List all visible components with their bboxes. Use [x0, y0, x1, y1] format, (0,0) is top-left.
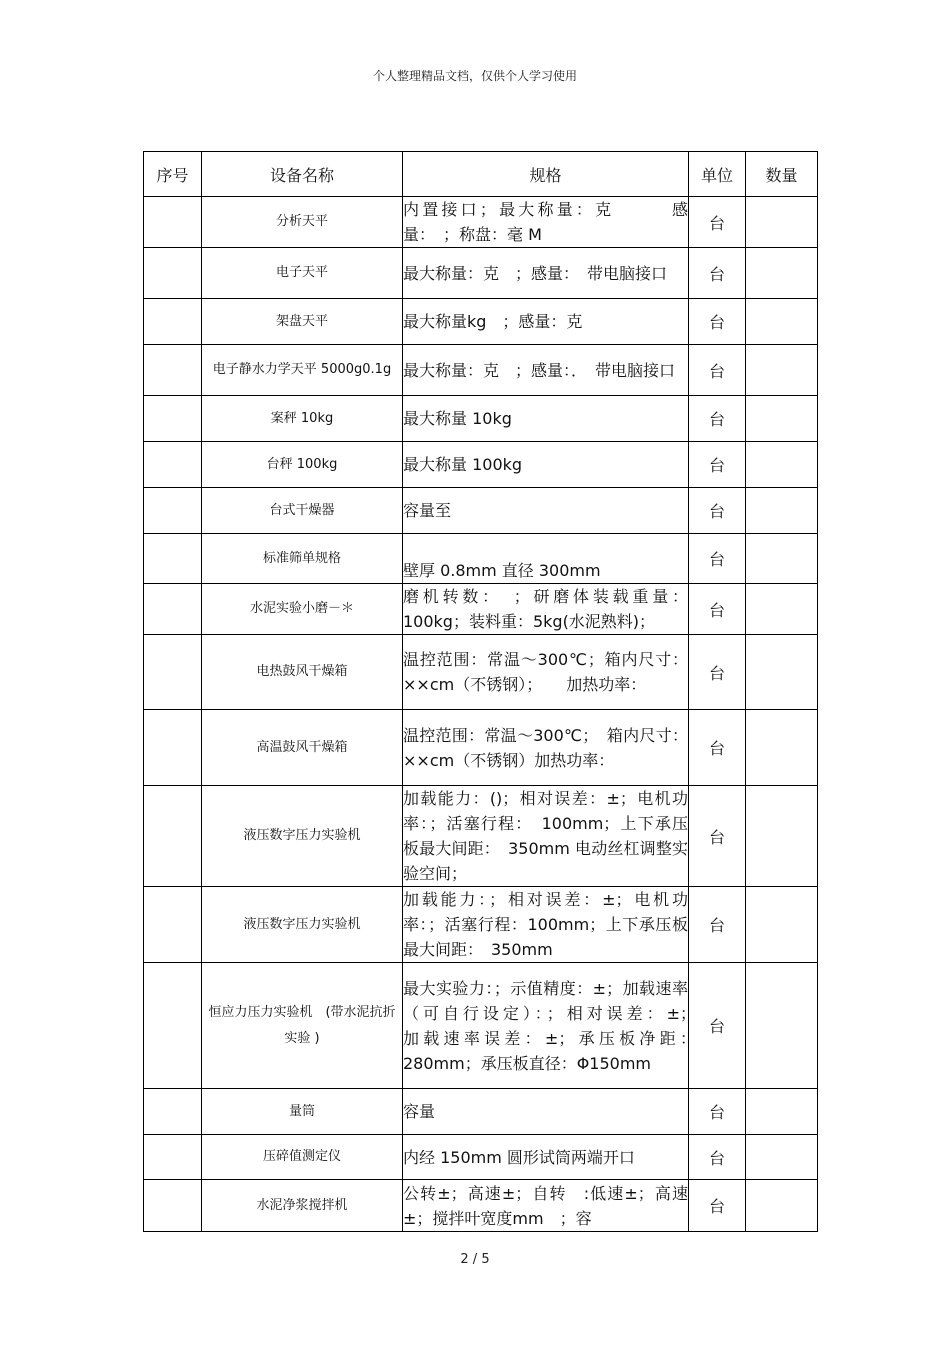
equipment-name: 电热鼓风干燥箱: [202, 635, 403, 710]
equipment-spec: 最大称量：克 ；感量： 带电脑接口: [403, 248, 689, 299]
equipment-spec: 公转±；高速±；自转 :低速±；高速±；搅拌叶宽度mm ；容: [403, 1180, 689, 1232]
equipment-name: 标准筛单规格: [202, 534, 403, 584]
equipment-qty: [746, 1135, 818, 1180]
equipment-name: 高温鼓风干燥箱: [202, 710, 403, 786]
table-row: [144, 442, 818, 488]
equipment-qty: [746, 299, 818, 345]
equipment-qty: [746, 710, 818, 786]
table-row: [144, 887, 818, 963]
equipment-qty: [746, 488, 818, 534]
seq-cell: [144, 963, 202, 1089]
seq-cell: [144, 299, 202, 345]
equipment-spec: 最大称量 100kg: [403, 442, 689, 488]
equipment-qty: [746, 534, 818, 584]
equipment-name: 压碎值测定仪: [202, 1135, 403, 1180]
equipment-qty: [746, 786, 818, 887]
equipment-qty: [746, 345, 818, 396]
equipment-unit: 台: [689, 1089, 746, 1135]
equipment-spec: 温控范围：常温～300℃；箱内尺寸：××cm（不锈钢）； 加热功率：: [403, 635, 689, 710]
table-header-row: [144, 152, 818, 197]
equipment-qty: [746, 1180, 818, 1232]
equipment-unit: 台: [689, 710, 746, 786]
equipment-name: 台式干燥器: [202, 488, 403, 534]
equipment-unit: 台: [689, 887, 746, 963]
table-row: [144, 1180, 818, 1232]
header-note: 个人整理精品文档，仅供个人学习使用: [372, 69, 577, 83]
seq-cell: [144, 197, 202, 248]
table-row: [144, 345, 818, 396]
equipment-unit: 台: [689, 197, 746, 248]
equipment-name: 水泥实验小磨－＊: [202, 584, 403, 635]
seq-cell: [144, 635, 202, 710]
table-row: [144, 1135, 818, 1180]
equipment-name: 分析天平: [202, 197, 403, 248]
equipment-spec: 壁厚 0.8mm 直径 300mm: [403, 534, 689, 584]
header-qty: 数量: [746, 152, 818, 197]
equipment-spec: 最大称量：克 ；感量：． 带电脑接口: [403, 345, 689, 396]
equipment-unit: 台: [689, 584, 746, 635]
table-row: [144, 1089, 818, 1135]
table-row: [144, 396, 818, 442]
table-row: [144, 584, 818, 635]
seq-cell: [144, 488, 202, 534]
seq-cell: [144, 248, 202, 299]
seq-cell: [144, 1089, 202, 1135]
header-name: 设备名称: [202, 152, 403, 197]
equipment-name: 量筒: [202, 1089, 403, 1135]
seq-cell: [144, 1135, 202, 1180]
equipment-unit: 台: [689, 299, 746, 345]
equipment-spec: 内置接口；最大称量：克 感量： ；称盘：毫 M: [403, 197, 689, 248]
equipment-name: 恒应力压力实验机 (带水泥抗折实验 ): [202, 963, 403, 1089]
equipment-unit: 台: [689, 442, 746, 488]
page-number: 2 / 5: [460, 1252, 490, 1267]
seq-cell: [144, 534, 202, 584]
equipment-name: 电子静水力学天平 5000g0.1g: [202, 345, 403, 396]
equipment-unit: 台: [689, 345, 746, 396]
table-row: [144, 534, 818, 584]
table-row: [144, 197, 818, 248]
equipment-unit: 台: [689, 635, 746, 710]
equipment-spec: 最大称量kg ；感量：克: [403, 299, 689, 345]
equipment-name: 液压数字压力实验机: [202, 887, 403, 963]
equipment-name: 案秤 10kg: [202, 396, 403, 442]
equipment-unit: 台: [689, 488, 746, 534]
equipment-spec: 温控范围：常温～300℃； 箱内尺寸：××cm（不锈钢）加热功率：: [403, 710, 689, 786]
seq-cell: [144, 786, 202, 887]
equipment-qty: [746, 963, 818, 1089]
equipment-name: 液压数字压力实验机: [202, 786, 403, 887]
header-unit: 单位: [689, 152, 746, 197]
header-seq: 序号: [144, 152, 202, 197]
equipment-qty: [746, 1089, 818, 1135]
equipment-qty: [746, 635, 818, 710]
equipment-spec: 加载能力：；相对误差：±；电机功率：；活塞行程：100mm；上下承压板最大间距： 350mm: [403, 887, 689, 963]
equipment-spec: 磨机转数： ；研磨体装载重量：100kg；装料重：5kg(水泥熟料)；: [403, 584, 689, 635]
equipment-qty: [746, 197, 818, 248]
seq-cell: [144, 396, 202, 442]
equipment-unit: 台: [689, 963, 746, 1089]
table-row: [144, 248, 818, 299]
equipment-name: 台秤 100kg: [202, 442, 403, 488]
equipment-spec: 加载能力：()；相对误差：±；电机功率：；活塞行程： 100mm；上下承压板最大间距： 350mm 电动丝杠调整实验空间；: [403, 786, 689, 887]
equipment-spec: 容量: [403, 1089, 689, 1135]
equipment-qty: [746, 248, 818, 299]
header-spec: 规格: [403, 152, 689, 197]
equipment-qty: [746, 442, 818, 488]
seq-cell: [144, 345, 202, 396]
seq-cell: [144, 442, 202, 488]
equipment-unit: 台: [689, 396, 746, 442]
equipment-qty: [746, 584, 818, 635]
equipment-name: 电子天平: [202, 248, 403, 299]
equipment-unit: 台: [689, 786, 746, 887]
seq-cell: [144, 584, 202, 635]
equipment-spec: 容量至: [403, 488, 689, 534]
table-row: [144, 488, 818, 534]
seq-cell: [144, 710, 202, 786]
equipment-spec: 最大实验力：；示值精度：±；加载速率（可自行设定）：；相对误差：±； 加载速率误差：±；承压板净距： 280mm；承压板直径：Φ150mm: [403, 963, 689, 1089]
table-row: [144, 963, 818, 1089]
seq-cell: [144, 1180, 202, 1232]
equipment-qty: [746, 887, 818, 963]
equipment-unit: 台: [689, 248, 746, 299]
table-row: [144, 299, 818, 345]
equipment-name: 水泥净浆搅拌机: [202, 1180, 403, 1232]
equipment-qty: [746, 396, 818, 442]
equipment-unit: 台: [689, 534, 746, 584]
table-row: [144, 710, 818, 786]
equipment-spec: 最大称量 10kg: [403, 396, 689, 442]
equipment-spec: 内经 150mm 圆形试筒两端开口: [403, 1135, 689, 1180]
equipment-unit: 台: [689, 1180, 746, 1232]
table-row: [144, 786, 818, 887]
equipment-unit: 台: [689, 1135, 746, 1180]
table-row: [144, 635, 818, 710]
seq-cell: [144, 887, 202, 963]
equipment-name: 架盘天平: [202, 299, 403, 345]
equipment-table: [143, 151, 818, 1232]
